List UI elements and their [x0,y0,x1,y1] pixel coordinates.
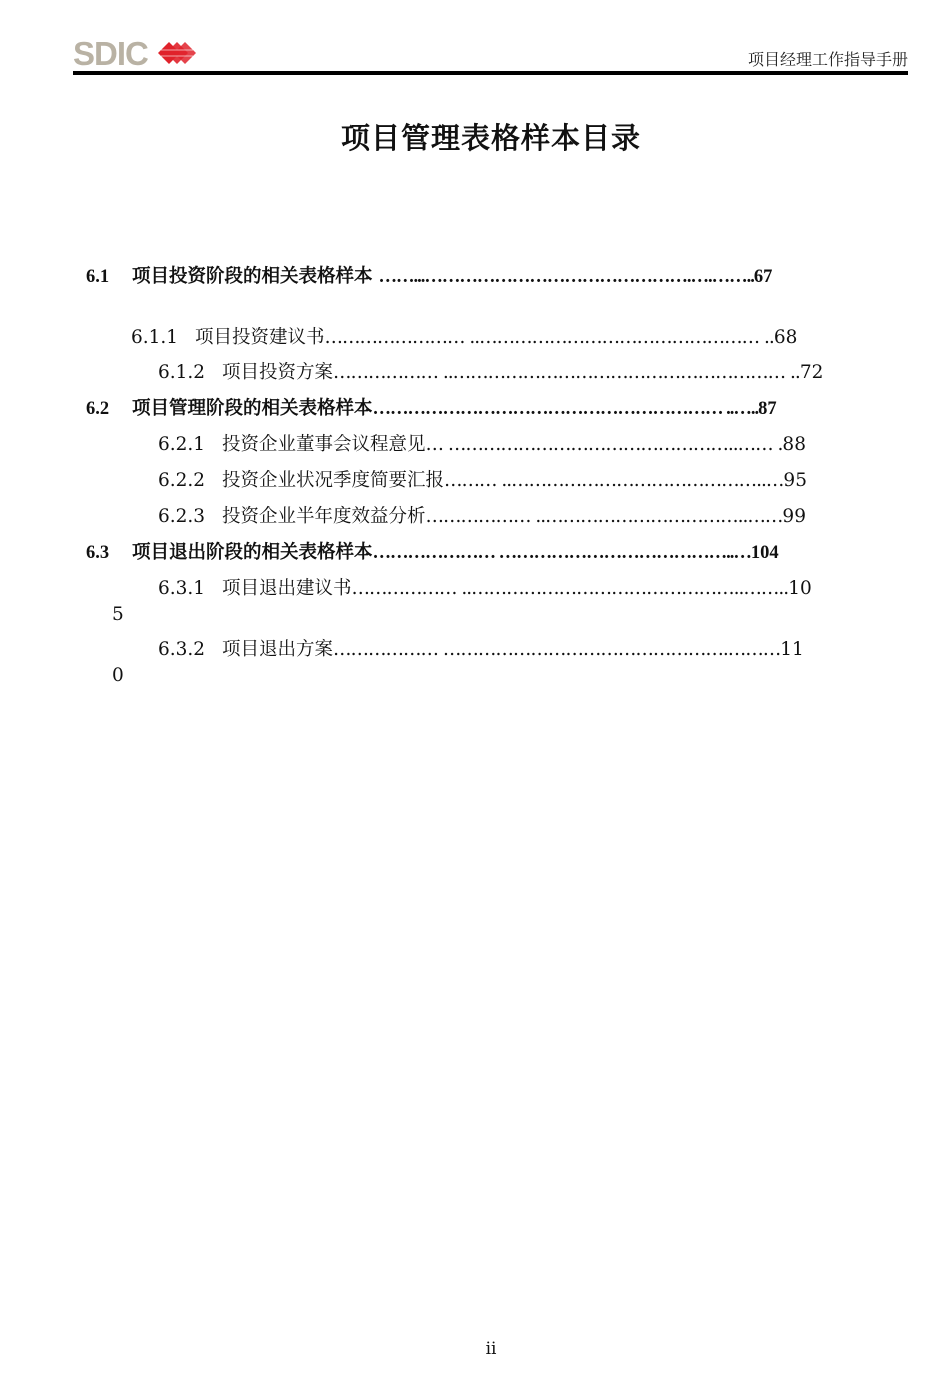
toc-number: 6.2.3 [158,506,206,527]
toc-entry-6-3[interactable] [86,541,779,565]
toc-number: 6.1 [86,267,110,287]
toc-number: 6.3.1 [158,578,206,599]
toc-leader-dots: ………………… …………………………………..… [372,543,751,563]
toc-leader-dots: … …………………………………………..…… . [425,434,783,455]
toc-page: 11 [780,639,804,660]
toc-leader-dots: ……………… ..……………………………..…… [425,506,783,527]
toc-entry-6-1[interactable] [86,265,772,289]
toc-page-wrap: 5 [112,604,124,625]
toc-title: 项目退出建议书 [222,578,352,599]
toc-leader-dots: ……… ..……………………………………..… [444,470,784,491]
toc-page: 99 [782,506,806,527]
toc-title: 项目退出方案 [222,639,334,660]
toc-number: 6.3.2 [158,639,206,660]
toc-number: 6.2 [86,399,110,419]
toc-number: 6.2.2 [158,470,206,491]
toc-entry-6-2[interactable] [86,397,777,421]
toc-page: 67 [753,267,773,287]
toc-page: 72 [799,362,824,383]
toc-number: 6.3 [86,543,110,563]
toc-page: 10 [788,578,812,599]
toc-page-wrap: 0 [112,665,124,686]
toc-entry-6-1-1[interactable] [131,326,797,350]
logo-diamonds-icon [158,42,196,64]
header-rule [73,71,908,75]
toc-leader-dots: …………………… ..………………………………………… .. [324,327,774,348]
toc-entry-6-3-2[interactable] [158,638,804,662]
toc-title: 项目投资阶段的相关表格样本 [132,267,373,287]
toc-entry-6-1-2[interactable] [158,361,823,385]
toc-leader-dots: ……………… ………………………………………….……… [333,639,781,660]
toc-number: 6.1.2 [158,362,206,383]
toc-page: 104 [750,543,779,563]
toc-leader-dots: ……………… ..………………………………………..…….. [351,578,789,599]
logo-text: SDIC [73,36,148,70]
toc-title: 投资企业半年度效益分析 [222,506,426,527]
header-title: 项目经理工作指导手册 [747,50,908,69]
toc-leader-dots: ……………… ..………………………………………………… .. [333,362,800,383]
toc-leader-dots: ……...……………………………………….….…….. [378,267,754,287]
toc-page: 88 [782,434,806,455]
toc-title: 投资企业状况季度简要汇报 [222,470,445,491]
toc-page: 95 [783,470,807,491]
toc-title: 项目投资建议书 [195,327,325,348]
toc-entry-6-3-1[interactable] [158,577,812,601]
toc-entry-6-2-3[interactable] [158,505,806,529]
toc-title: 项目投资方案 [222,362,334,383]
page-number: ii [485,1339,497,1359]
page-header [73,36,908,76]
toc-entry-6-2-1[interactable] [158,433,806,457]
toc-title: 项目退出阶段的相关表格样本 [132,543,373,563]
toc-page: 68 [773,327,798,348]
toc-number: 6.2.1 [158,434,206,455]
sdic-logo [73,36,198,70]
toc-number: 6.1.1 [131,327,179,348]
toc-leader-dots: …………………………………………………… ..….. [372,399,759,419]
toc-title: 项目管理阶段的相关表格样本 [132,399,373,419]
toc-title: 投资企业董事会议程意见 [222,434,426,455]
toc-page: 87 [758,399,777,419]
document-title: 项目管理表格样本目录 [340,121,641,155]
toc-entry-6-2-2[interactable] [158,469,807,493]
